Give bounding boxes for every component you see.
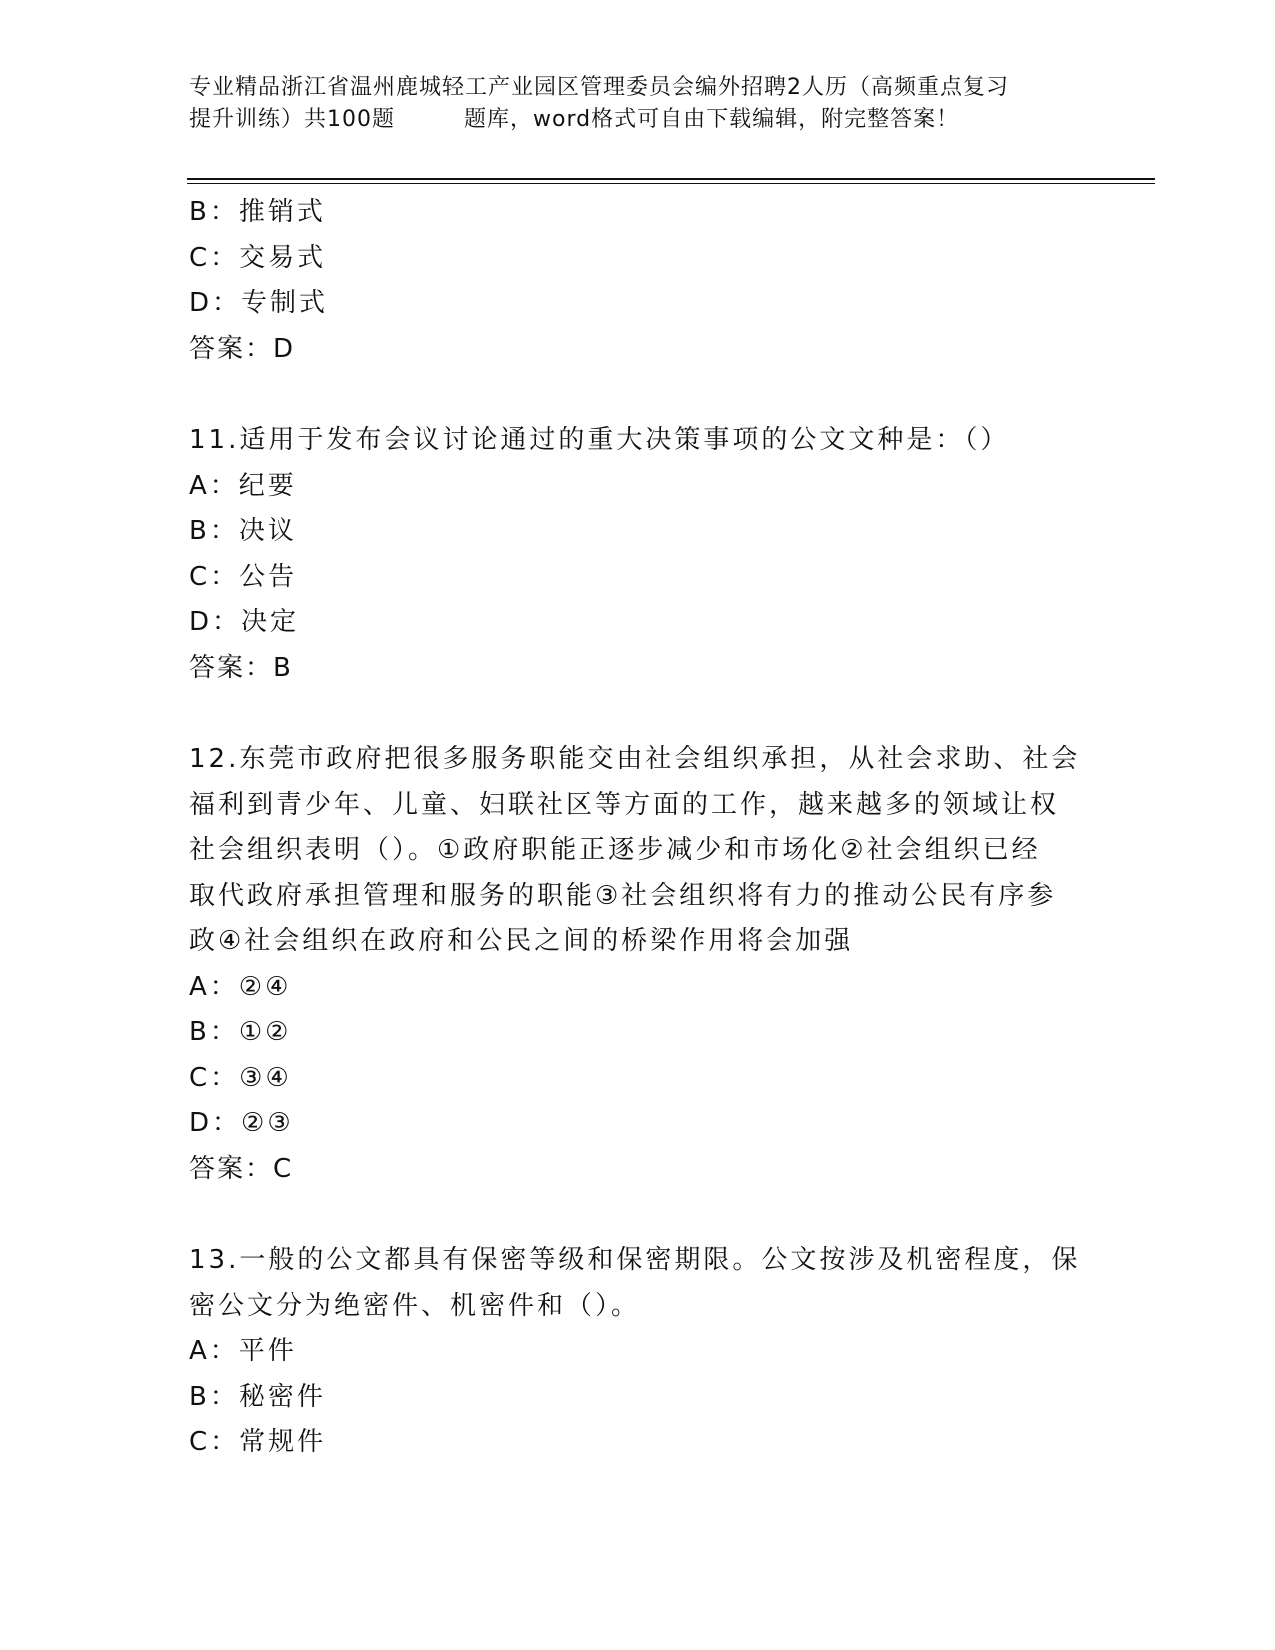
question-13: [189, 1238, 1089, 1466]
header-title-line-2: 提升训练）共100题 题库，word格式可自由下载编辑，附完整答案！: [189, 107, 960, 132]
answer-label: 答案：D: [189, 333, 296, 364]
option-a: A：纪要: [189, 470, 297, 501]
question-10: [189, 190, 1089, 372]
option-b: B：推销式: [189, 197, 326, 227]
question-stem-line: 政④社会组织在政府和公民之间的桥梁作用将会加强: [189, 926, 854, 956]
question-stem-line: 社会组织表明（）。①政府职能正逐步减少和市场化②社会组织已经: [189, 835, 1041, 865]
header-divider-thin: [187, 183, 1155, 184]
option-c: C：常规件: [189, 1427, 327, 1457]
document-header: [189, 72, 1089, 136]
question-stem-line: 福利到青少年、儿童、妇联社区等方面的工作，越来越多的领域让权: [189, 789, 1060, 820]
option-a: A：②④: [189, 971, 292, 1002]
option-b: B：决议: [189, 516, 297, 546]
option-b: B：秘密件: [189, 1381, 326, 1412]
option-c: C：交易式: [189, 242, 327, 273]
answer-label: 答案：B: [189, 652, 293, 683]
option-c: C：公告: [189, 561, 298, 592]
option-d: D：专制式: [189, 288, 329, 318]
question-spacer: [189, 691, 1089, 737]
question-stem-line: 密公文分为绝密件、机密件和（）。: [189, 1290, 641, 1321]
question-stem-line: 取代政府承担管理和服务的职能③社会组织将有力的推动公民有序参: [189, 880, 1057, 911]
question-stem-line: 12.东莞市政府把很多服务职能交由社会组织承担，从社会求助、社会: [189, 744, 1081, 774]
question-11: [189, 418, 1089, 691]
option-b: B：①②: [189, 1017, 292, 1047]
answer-label: 答案：C: [189, 1153, 294, 1184]
question-spacer: [189, 372, 1089, 418]
header-title-line-1: 专业精品浙江省温州鹿城轻工产业园区管理委员会编外招聘2人历（高频重点复习: [189, 75, 1009, 100]
option-d: D：②③: [189, 1108, 294, 1138]
question-list: [189, 190, 1089, 1466]
question-stem-line: 13.一般的公文都具有保密等级和保密期限。公文按涉及机密程度，保: [189, 1245, 1081, 1275]
question-12: [189, 737, 1089, 1192]
option-d: D：决定: [189, 607, 300, 637]
header-divider-thick: [187, 178, 1155, 180]
question-stem: 11.适用于发布会议讨论通过的重大决策事项的公文文种是：（）: [189, 425, 1010, 455]
question-spacer: [189, 1192, 1089, 1238]
option-a: A：平件: [189, 1336, 297, 1366]
option-c: C：③④: [189, 1062, 292, 1093]
